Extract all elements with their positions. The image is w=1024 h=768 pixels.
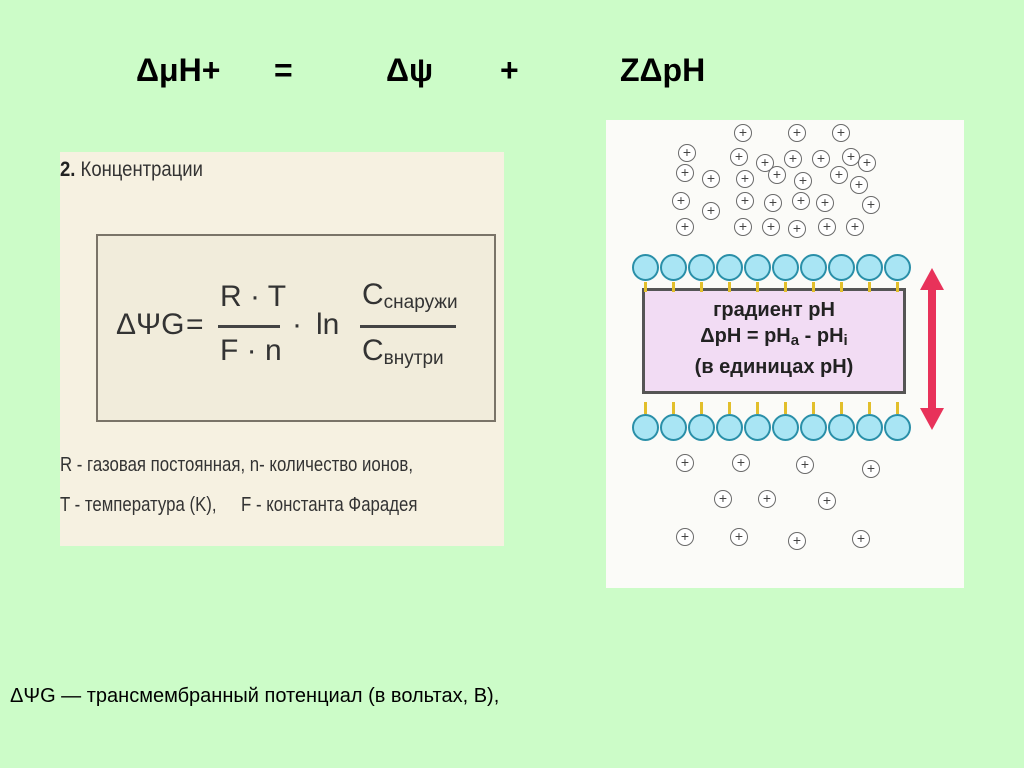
positive-ion-icon: + bbox=[734, 124, 752, 142]
lipid-head bbox=[632, 254, 659, 281]
lipid-head bbox=[660, 254, 687, 281]
positive-ion-icon: + bbox=[714, 490, 732, 508]
positive-ion-icon: + bbox=[678, 144, 696, 162]
lipid-tail bbox=[896, 282, 899, 292]
positive-ion-icon: + bbox=[730, 148, 748, 166]
lipid-head bbox=[716, 254, 743, 281]
nernst-formula-box bbox=[96, 234, 496, 422]
positive-ion-icon: + bbox=[846, 218, 864, 236]
positive-ion-icon: + bbox=[862, 196, 880, 214]
positive-ion-icon: + bbox=[784, 150, 802, 168]
positive-ion-icon: + bbox=[830, 166, 848, 184]
heading-text: Концентрации bbox=[80, 158, 203, 181]
positive-ion-icon: + bbox=[788, 124, 806, 142]
lipid-head bbox=[856, 414, 883, 441]
lipid-head bbox=[884, 414, 911, 441]
legend-faraday: F - константа Фарадея bbox=[241, 494, 418, 516]
concentration-heading bbox=[60, 158, 203, 182]
formula-denominator-fn: F · n bbox=[220, 334, 282, 367]
positive-ion-icon: + bbox=[794, 172, 812, 190]
equation-equals: = bbox=[274, 52, 293, 88]
legend-line-2 bbox=[60, 494, 417, 517]
lipid-head bbox=[632, 414, 659, 441]
lipid-tail bbox=[728, 402, 731, 414]
positive-ion-icon: + bbox=[676, 528, 694, 546]
formula-numerator-rt: R · T bbox=[220, 280, 287, 313]
lipid-head bbox=[744, 414, 771, 441]
heading-number: 2. bbox=[60, 158, 76, 181]
lipid-head bbox=[856, 254, 883, 281]
positive-ion-icon: + bbox=[852, 530, 870, 548]
equation-term-potential: Δψ bbox=[386, 52, 434, 88]
equation-term-ph: ZΔpH bbox=[620, 52, 706, 88]
lipid-tail bbox=[784, 282, 787, 292]
formula-equals: = bbox=[186, 308, 204, 341]
lipid-tail bbox=[756, 282, 759, 292]
lipid-head bbox=[828, 414, 855, 441]
lipid-tail bbox=[700, 282, 703, 292]
lipid-tail bbox=[672, 282, 675, 292]
positive-ion-icon: + bbox=[736, 192, 754, 210]
double-arrow-icon bbox=[916, 266, 948, 432]
lipid-tail bbox=[672, 402, 675, 414]
lipid-tail bbox=[644, 402, 647, 414]
positive-ion-icon: + bbox=[730, 528, 748, 546]
lipid-tail bbox=[840, 402, 843, 414]
positive-ion-icon: + bbox=[832, 124, 850, 142]
formula-c-inside: $C_{внутри}$ bbox=[362, 334, 444, 369]
positive-ion-icon: + bbox=[702, 202, 720, 220]
positive-ion-icon: + bbox=[764, 194, 782, 212]
equation-lhs: ΔμH+ bbox=[136, 52, 221, 88]
lipid-tail bbox=[644, 282, 647, 292]
positive-ion-icon: + bbox=[858, 154, 876, 172]
positive-ion-icon: + bbox=[818, 492, 836, 510]
positive-ion-icon: + bbox=[758, 490, 776, 508]
legend-temperature: T - температура (K), bbox=[60, 494, 217, 516]
lipid-tail bbox=[868, 402, 871, 414]
lipid-head bbox=[828, 254, 855, 281]
equation-row bbox=[0, 52, 1024, 100]
positive-ion-icon: + bbox=[796, 456, 814, 474]
lipid-head bbox=[660, 414, 687, 441]
ph-gradient-box bbox=[642, 288, 906, 394]
positive-ion-icon: + bbox=[788, 532, 806, 550]
lipid-tail bbox=[700, 402, 703, 414]
lipid-tail bbox=[728, 282, 731, 292]
positive-ion-icon: + bbox=[816, 194, 834, 212]
formula-fraction-line-1 bbox=[218, 325, 280, 328]
positive-ion-icon: + bbox=[768, 166, 786, 184]
formula-fraction-line-2 bbox=[360, 325, 456, 328]
lipid-head bbox=[716, 414, 743, 441]
formula-lhs: ΔΨG bbox=[116, 308, 185, 341]
formula-ln: ln bbox=[316, 308, 340, 341]
positive-ion-icon: + bbox=[862, 460, 880, 478]
bottom-note: ΔΨG — трансмембранный потенциал (в вольтах, В), bbox=[10, 685, 500, 707]
formula-c-outside: $C_{снаружи}$ bbox=[362, 278, 458, 313]
positive-ion-icon: + bbox=[672, 192, 690, 210]
lipid-head bbox=[744, 254, 771, 281]
lipid-head bbox=[800, 414, 827, 441]
lipid-head bbox=[688, 254, 715, 281]
gradient-title: градиент pH bbox=[713, 299, 835, 321]
positive-ion-icon: + bbox=[676, 164, 694, 182]
positive-ion-icon: + bbox=[762, 218, 780, 236]
lipid-head bbox=[772, 414, 799, 441]
gradient-formula: $\Delta pH = pH_a - pH_i$ bbox=[700, 325, 848, 349]
concentration-panel bbox=[60, 152, 504, 546]
positive-ion-icon: + bbox=[756, 154, 774, 172]
positive-ion-icon: + bbox=[676, 454, 694, 472]
lipid-head bbox=[688, 414, 715, 441]
lipid-tail bbox=[896, 402, 899, 414]
membrane-diagram bbox=[606, 120, 964, 588]
formula-dot: · bbox=[292, 308, 302, 341]
lipid-tail bbox=[812, 402, 815, 414]
lipid-tail bbox=[784, 402, 787, 414]
positive-ion-icon: + bbox=[736, 170, 754, 188]
positive-ion-icon: + bbox=[732, 454, 750, 472]
lipid-head bbox=[800, 254, 827, 281]
positive-ion-icon: + bbox=[842, 148, 860, 166]
positive-ion-icon: + bbox=[818, 218, 836, 236]
equation-plus: + bbox=[500, 52, 519, 88]
positive-ion-icon: + bbox=[702, 170, 720, 188]
gradient-units: (в единицах pH) bbox=[694, 356, 854, 378]
lipid-tail bbox=[812, 282, 815, 292]
lipid-head bbox=[772, 254, 799, 281]
positive-ion-icon: + bbox=[792, 192, 810, 210]
positive-ion-icon: + bbox=[850, 176, 868, 194]
positive-ion-icon: + bbox=[812, 150, 830, 168]
positive-ion-icon: + bbox=[676, 218, 694, 236]
lipid-tail bbox=[756, 402, 759, 414]
positive-ion-icon: + bbox=[788, 220, 806, 238]
lipid-tail bbox=[868, 282, 871, 292]
legend-line-1: R - газовая постоянная, n- количество ионов, bbox=[60, 454, 413, 476]
positive-ion-icon: + bbox=[734, 218, 752, 236]
lipid-head bbox=[884, 254, 911, 281]
lipid-tail bbox=[840, 282, 843, 292]
